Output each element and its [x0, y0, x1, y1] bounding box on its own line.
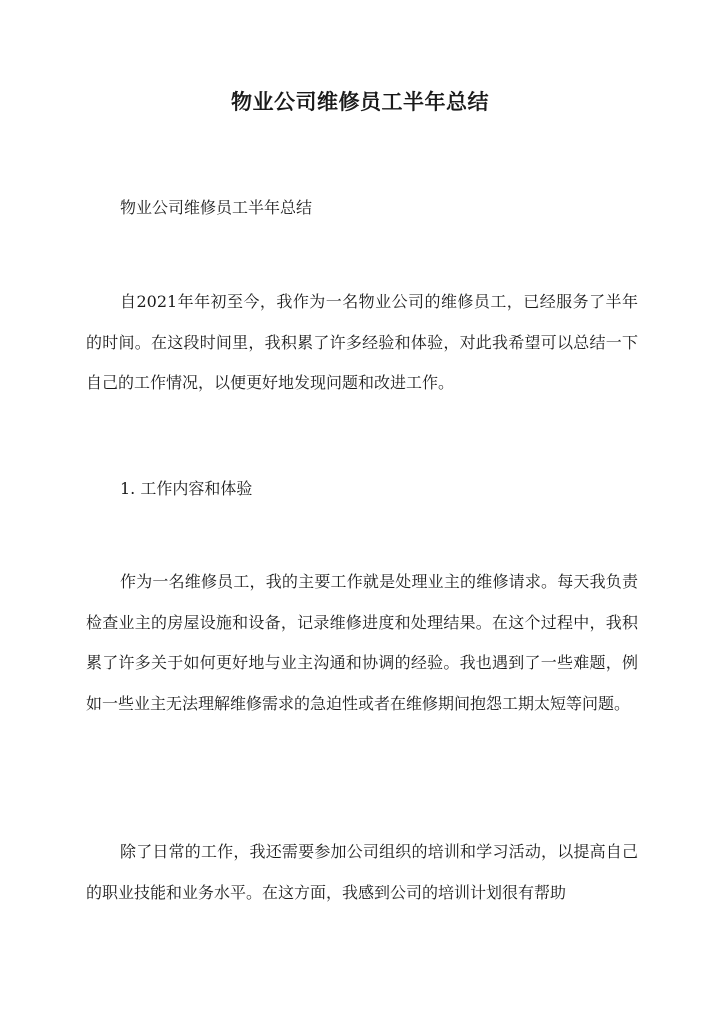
paragraph-work-content: 作为一名维修员工，我的主要工作就是处理业主的维修请求。每天我负责检查业主的房屋设施和设备，记录维修进度和处理结果。在这个过程中，我积累了许多关于如何更好地与业主沟通和协调的经验。我也遇到了一些难题，例如一些业主无法理解维修需求的急迫性或者在维修期间抱怨工期太短等问题。: [86, 572, 638, 713]
document-title: 物业公司维修员工半年总结: [231, 89, 489, 114]
document-subtitle: 物业公司维修员工半年总结: [120, 198, 313, 217]
section-heading-work-content: 1. 工作内容和体验: [120, 479, 253, 498]
paragraph-intro: 自2021年年初至今，我作为一名物业公司的维修员工，已经服务了半年的时间。在这段时间里，我积累了许多经验和体验，对此我希望可以总结一下自己的工作情况，以便更好地发现问题和改进工作。: [86, 292, 638, 392]
paragraph-training: 除了日常的工作，我还需要参加公司组织的培训和学习活动，以提高自己的职业技能和业务水平。在这方面，我感到公司的培训计划很有帮助: [86, 842, 638, 902]
